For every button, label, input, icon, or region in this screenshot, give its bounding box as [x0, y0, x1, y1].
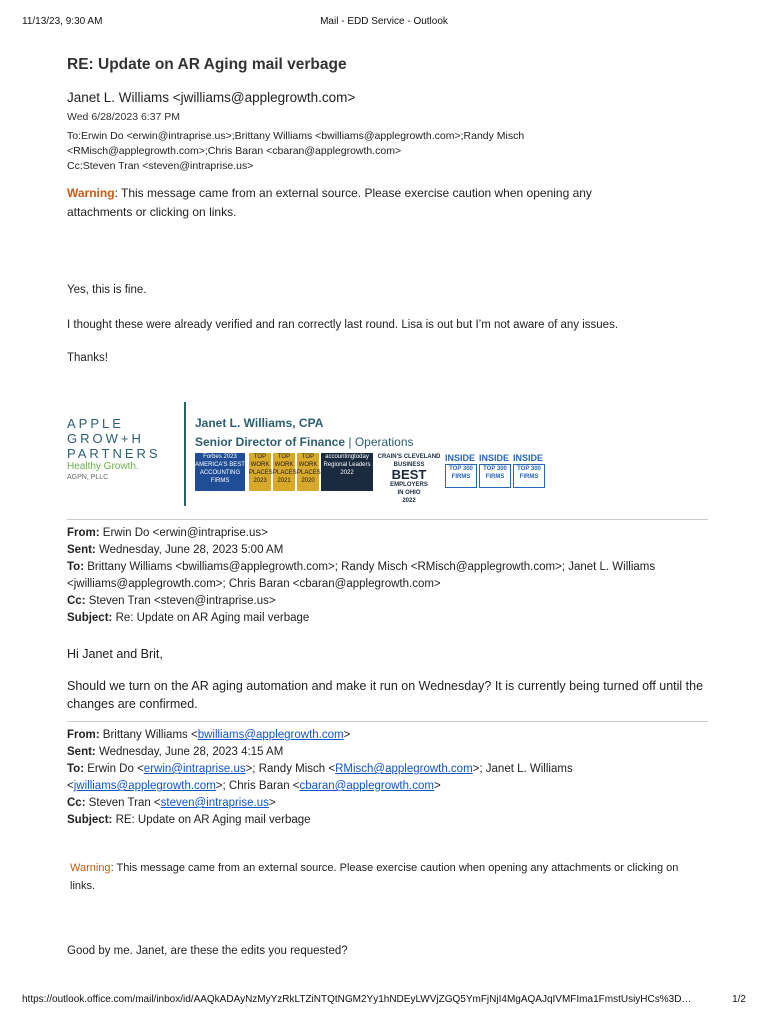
body-paragraph: I thought these were already verified and ran correctly last round. Lisa is out but I’m not aware of any issues. [67, 319, 619, 331]
print-page-title: Mail - EDD Service - Outlook [320, 16, 448, 27]
body-paragraph: Thanks! [67, 352, 108, 364]
badge-text: 2022 [402, 498, 416, 504]
signature-divider [184, 402, 186, 506]
field-value: >; Janet L. Williams < [67, 763, 573, 792]
badge-text: WORK PLACES [273, 462, 297, 476]
email-link[interactable]: jwilliams@applegrowth.com [73, 780, 216, 792]
logo-sub: AGPN, PLLC [67, 474, 109, 481]
field-label: Cc: [67, 595, 86, 607]
field-value: Brittany Williams < [99, 729, 198, 741]
warning-text: : This message came from an external source. Please exercise caution when opening any attachments or clicking on links. [67, 186, 592, 219]
fwd-cc [67, 593, 717, 610]
fwd-to [67, 761, 717, 795]
message-subject: RE: Update on AR Aging mail verbage [67, 56, 347, 73]
warning-text: : This message came from an external source. Please exercise caution when opening any attachments or clicking on links. [70, 862, 679, 892]
inside-label: INSIDE [445, 453, 476, 463]
field-value: >; Chris Baran < [215, 780, 300, 792]
badge-text: EMPLOYERS [390, 482, 428, 488]
fwd-sent [67, 542, 717, 559]
fwd-subject [67, 812, 717, 829]
badge-text: CRAIN'S CLEVELAND BUSINESS [377, 454, 441, 468]
badge-text: 2021 [277, 478, 291, 484]
print-header [22, 16, 746, 32]
badge-text: AMERICA'S BEST ACCOUNTING FIRMS [195, 462, 245, 484]
field-value: Brittany Williams <bwilliams@applegrowth.com>; Randy Misch <RMisch@applegrowth.com>; Janet L. Williams <jwilliams@applegrowth.com>; Chris Baran <cbaran@applegrowth.com> [67, 561, 656, 590]
email-link[interactable]: cbaran@applegrowth.com [299, 780, 434, 792]
fwd-sent [67, 744, 717, 761]
body-paragraph: Yes, this is fine. [67, 284, 147, 296]
badge-text: Forbes 2023 [203, 454, 237, 460]
inside-top300-badge: TOP 300 FIRMS [479, 464, 511, 488]
field-value: >; Randy Misch < [245, 763, 336, 775]
page-url: https://outlook.office.com/mail/inbox/id/AAQkADAyNzMyYzRkLTZiNTQtNGM2Yy1hNDEyLWVjZGQ5YmFjNjI4MgAQAJqIVMFIma1FmstUsiyHCs%3D… [22, 994, 692, 1005]
field-value: > [343, 729, 351, 741]
logo-tagline: Healthy Growth. [67, 461, 139, 472]
top-workplaces-badge [273, 453, 295, 491]
badge-text: 2020 [301, 478, 315, 484]
regional-leaders-badge [321, 453, 373, 491]
field-value: Wednesday, June 28, 2023 4:15 AM [95, 746, 284, 758]
warning-label: Warning [67, 186, 115, 200]
forwarded-header [67, 727, 717, 829]
badge-text: TOP [277, 454, 291, 460]
fwd-subject [67, 610, 717, 627]
fwd-from [67, 525, 717, 542]
badge-text: WORK PLACES [249, 462, 273, 476]
role-dept: Operations [354, 435, 414, 449]
company-logo [67, 416, 179, 483]
field-label: Sent: [67, 544, 96, 556]
email-link[interactable]: RMisch@applegrowth.com [335, 763, 473, 775]
badge-text: Regional Leaders [323, 462, 371, 468]
badge-text: 2023 [253, 478, 267, 484]
field-label: To: [67, 763, 85, 775]
badge-text: accountingtoday [325, 454, 369, 460]
field-value: Steven Tran < [85, 797, 161, 809]
message-view [67, 56, 717, 959]
field-label: Cc: [67, 797, 86, 809]
external-warning [70, 859, 690, 895]
thread-divider [67, 519, 708, 520]
logo-line: APPLE [67, 416, 124, 431]
message-sender[interactable]: Janet L. Williams <jwilliams@applegrowth.com> [67, 90, 356, 105]
field-label: Subject: [67, 814, 113, 826]
email-signature [67, 402, 717, 512]
role-separator: | [345, 435, 355, 449]
field-label: From: [67, 527, 100, 539]
fwd-greeting: Hi Janet and Brit, [67, 647, 163, 661]
fwd-to [67, 559, 717, 593]
inside-label: INSIDE [479, 453, 510, 463]
inside-top300-badge: TOP 300 FIRMS [513, 464, 545, 488]
best-employers-badge [377, 453, 441, 504]
cc-line: Cc:Steven Tran <steven@intraprise.us> [67, 160, 254, 172]
inside-top300-badge: TOP 300 FIRMS [445, 464, 477, 488]
signature-name: Janet L. Williams, CPA [195, 416, 324, 430]
thread-divider [67, 721, 708, 722]
email-link[interactable]: bwilliams@applegrowth.com [197, 729, 344, 741]
page-number: 1/2 [732, 994, 746, 1005]
message-date: Wed 6/28/2023 6:37 PM [67, 111, 181, 123]
to-line: To:Erwin Do <erwin@intraprise.us>;Brittany Williams <bwilliams@applegrowth.com>;Randy Misch <RMisch@applegrowth.com>;Chris Baran <cbaran@applegrowth.com> [67, 130, 525, 157]
badge-text: TOP [253, 454, 267, 460]
field-value: Erwin Do < [84, 763, 144, 775]
external-warning [67, 184, 647, 222]
signature-role [195, 435, 414, 449]
top-workplaces-badge [297, 453, 319, 491]
role-title: Senior Director of Finance [195, 435, 346, 449]
badge-text: TOP [301, 454, 315, 460]
fwd-body: Should we turn on the AR aging automation and make it run on Wednesday? It is currently being turned off until the changes are confirmed. [67, 679, 704, 711]
field-label: From: [67, 729, 100, 741]
field-value: Steven Tran <steven@intraprise.us> [85, 595, 276, 607]
forwarded-header [67, 525, 717, 627]
field-value: RE: Update on AR Aging mail verbage [112, 814, 311, 826]
field-label: Sent: [67, 746, 96, 758]
warning-label: Warning [70, 862, 111, 874]
fwd-from [67, 727, 717, 744]
badge-text: IN OHIO [397, 490, 421, 496]
message-recipients [67, 129, 627, 174]
field-value: Erwin Do <erwin@intraprise.us> [99, 527, 268, 539]
field-label: To: [67, 561, 85, 573]
forbes-badge [195, 453, 245, 491]
field-label: Subject: [67, 612, 113, 624]
field-value: > [268, 797, 276, 809]
top-workplaces-badge [249, 453, 271, 491]
logo-line: GROW+H [67, 431, 144, 446]
field-value: Re: Update on AR Aging mail verbage [112, 612, 310, 624]
badge-text: WORK PLACES [297, 462, 321, 476]
fwd-body: Good by me. Janet, are these the edits you requested? [67, 945, 348, 957]
badge-text: 2022 [340, 470, 354, 476]
print-datetime: 11/13/23, 9:30 AM [22, 16, 103, 27]
logo-line: PARTNERS [67, 446, 161, 461]
email-link[interactable]: steven@intraprise.us [160, 797, 269, 809]
email-link[interactable]: erwin@intraprise.us [143, 763, 246, 775]
fwd-cc [67, 795, 717, 812]
inside-label: INSIDE [513, 453, 544, 463]
field-value: Wednesday, June 28, 2023 5:00 AM [95, 544, 284, 556]
badge-text: BEST [391, 467, 427, 482]
field-value: > [433, 780, 441, 792]
